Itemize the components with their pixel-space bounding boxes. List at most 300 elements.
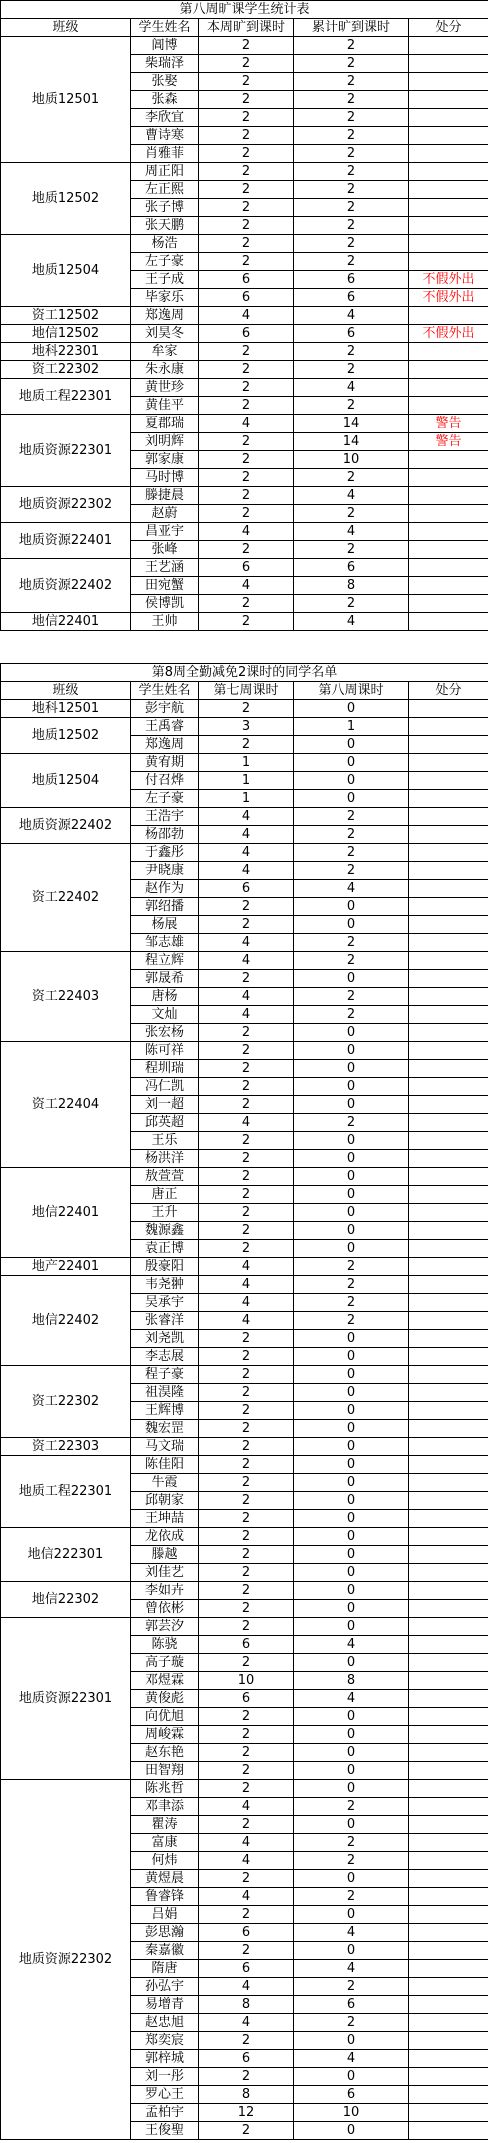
penalty-cell (409, 523, 488, 541)
class-cell: 地质12501 (1, 37, 131, 163)
student-name-cell: 郑逸周 (131, 736, 199, 754)
hours-cell: 4 (199, 1294, 294, 1312)
penalty-cell (409, 1132, 488, 1150)
student-name-cell: 侯博凯 (131, 595, 199, 613)
hours-cell: 2 (199, 736, 294, 754)
student-name-cell: 左正熙 (131, 181, 199, 199)
penalty-cell (409, 1240, 488, 1258)
penalty-cell (409, 1204, 488, 1222)
student-name-cell: 牟家 (131, 343, 199, 361)
student-name-cell: 田宛蟹 (131, 577, 199, 595)
hours-cell: 4 (294, 1690, 409, 1708)
hours-cell: 2 (199, 1510, 294, 1528)
student-name-cell: 高子璇 (131, 1654, 199, 1672)
penalty-cell (409, 541, 488, 559)
hours-cell: 2 (199, 1654, 294, 1672)
hours-cell: 8 (294, 577, 409, 595)
hours-cell: 2 (199, 1330, 294, 1348)
student-name-cell: 昌亚宇 (131, 523, 199, 541)
penalty-cell (409, 1294, 488, 1312)
hours-cell: 0 (294, 1708, 409, 1726)
hours-cell: 0 (294, 1582, 409, 1600)
hours-cell: 2 (199, 109, 294, 127)
table-row (1, 613, 488, 631)
hours-cell: 6 (199, 1690, 294, 1708)
penalty-cell (409, 1762, 488, 1780)
class-cell: 资工22302 (1, 361, 131, 379)
hours-cell: 8 (294, 1672, 409, 1690)
hours-cell: 0 (294, 1204, 409, 1222)
penalty-cell (409, 1798, 488, 1816)
hours-cell: 2 (294, 145, 409, 163)
hours-cell: 2 (294, 217, 409, 235)
student-name-cell: 邓聿添 (131, 1798, 199, 1816)
student-name-cell: 唐正 (131, 1186, 199, 1204)
hours-cell: 2 (199, 1492, 294, 1510)
hours-cell: 6 (294, 289, 409, 307)
hours-cell: 2 (199, 1762, 294, 1780)
penalty-cell (409, 1330, 488, 1348)
hours-cell: 2 (294, 1852, 409, 1870)
attendance-table (0, 663, 488, 2140)
hours-cell: 2 (199, 1096, 294, 1114)
student-name-cell: 刘佳艺 (131, 1564, 199, 1582)
class-cell: 地科12501 (1, 700, 131, 718)
hours-cell: 4 (199, 1852, 294, 1870)
hours-cell: 2 (199, 1420, 294, 1438)
student-name-cell: 张子博 (131, 199, 199, 217)
student-name-cell: 冯仁凯 (131, 1078, 199, 1096)
student-name-cell: 王乐 (131, 1132, 199, 1150)
hours-cell: 0 (294, 1438, 409, 1456)
hours-cell: 0 (294, 1222, 409, 1240)
class-cell: 地科22301 (1, 343, 131, 361)
penalty-cell (409, 1600, 488, 1618)
hours-cell: 0 (294, 1420, 409, 1438)
penalty-cell (409, 790, 488, 808)
penalty-cell (409, 109, 488, 127)
student-name-cell: 郭梓城 (131, 2050, 199, 2068)
hours-cell: 2 (294, 343, 409, 361)
class-cell: 地质资源22301 (1, 1618, 131, 1780)
student-name-cell: 吕娟 (131, 1906, 199, 1924)
hours-cell: 4 (199, 826, 294, 844)
hours-cell: 2 (294, 55, 409, 73)
student-name-cell: 滕越 (131, 1546, 199, 1564)
table-row (1, 361, 488, 379)
hours-cell: 2 (294, 595, 409, 613)
hours-cell: 2 (294, 1114, 409, 1132)
hours-cell: 0 (294, 1492, 409, 1510)
student-name-cell: 程圳瑞 (131, 1060, 199, 1078)
hours-cell: 2 (199, 397, 294, 415)
hours-cell: 2 (294, 505, 409, 523)
student-name-cell: 袁正博 (131, 1240, 199, 1258)
hours-cell: 2 (294, 952, 409, 970)
hours-cell: 0 (294, 1942, 409, 1960)
hours-cell: 4 (294, 523, 409, 541)
penalty-cell (409, 1096, 488, 1114)
penalty-cell: 警告 (409, 433, 488, 451)
penalty-cell (409, 1312, 488, 1330)
student-name-cell: 周峻霖 (131, 1726, 199, 1744)
hours-cell: 0 (294, 1402, 409, 1420)
table-row (1, 952, 488, 970)
hours-cell: 4 (199, 1114, 294, 1132)
class-cell: 地质12504 (1, 754, 131, 808)
table-row (1, 307, 488, 325)
penalty-cell (409, 1366, 488, 1384)
hours-cell: 2 (199, 1348, 294, 1366)
penalty-cell (409, 91, 488, 109)
hours-cell: 2 (199, 1816, 294, 1834)
hours-cell: 2 (199, 1204, 294, 1222)
hours-cell: 4 (199, 1978, 294, 1996)
penalty-cell (409, 217, 488, 235)
student-name-cell: 魏宏罡 (131, 1420, 199, 1438)
student-name-cell: 罗心王 (131, 2086, 199, 2104)
hours-cell: 2 (199, 235, 294, 253)
table-row (1, 343, 488, 361)
hours-cell: 2 (199, 1780, 294, 1798)
student-name-cell: 敖萱萱 (131, 1168, 199, 1186)
hours-cell: 4 (199, 1258, 294, 1276)
hours-cell: 0 (294, 1186, 409, 1204)
student-name-cell: 毕家乐 (131, 289, 199, 307)
penalty-cell (409, 199, 488, 217)
hours-cell: 2 (199, 1618, 294, 1636)
hours-cell: 2 (294, 541, 409, 559)
hours-cell: 4 (199, 808, 294, 826)
penalty-cell (409, 1276, 488, 1294)
student-name-cell: 郑奕宸 (131, 2032, 199, 2050)
hours-cell: 2 (294, 361, 409, 379)
hours-cell: 0 (294, 1168, 409, 1186)
penalty-cell (409, 577, 488, 595)
hours-cell: 0 (294, 1150, 409, 1168)
class-cell: 地信22401 (1, 613, 131, 631)
hours-cell: 2 (294, 1294, 409, 1312)
penalty-cell (409, 1672, 488, 1690)
hours-cell: 0 (294, 1600, 409, 1618)
penalty-cell: 不假外出 (409, 325, 488, 343)
penalty-cell (409, 469, 488, 487)
column-header: 班级 (1, 19, 131, 37)
penalty-cell (409, 1006, 488, 1024)
column-header: 累计旷到课时 (294, 19, 409, 37)
hours-cell: 0 (294, 2122, 409, 2140)
penalty-cell (409, 1546, 488, 1564)
penalty-cell: 警告 (409, 415, 488, 433)
penalty-cell (409, 613, 488, 631)
class-cell: 地质12502 (1, 163, 131, 235)
hours-cell: 4 (199, 934, 294, 952)
student-name-cell: 彭思瀚 (131, 1924, 199, 1942)
hours-cell: 2 (199, 343, 294, 361)
class-cell: 资工12502 (1, 307, 131, 325)
hours-cell: 14 (294, 415, 409, 433)
class-cell: 地质资源22302 (1, 487, 131, 523)
hours-cell: 2 (199, 145, 294, 163)
penalty-cell (409, 1978, 488, 1996)
hours-cell: 2 (199, 1546, 294, 1564)
hours-cell: 2 (294, 1888, 409, 1906)
penalty-cell (409, 1582, 488, 1600)
penalty-cell (409, 1708, 488, 1726)
hours-cell: 2 (199, 1528, 294, 1546)
table-row (1, 415, 488, 433)
penalty-cell (409, 379, 488, 397)
hours-cell: 2 (294, 1798, 409, 1816)
class-cell: 地信22401 (1, 1168, 131, 1258)
hours-cell: 4 (199, 1006, 294, 1024)
hours-cell: 4 (294, 613, 409, 631)
student-name-cell: 于鑫彤 (131, 844, 199, 862)
student-name-cell: 赵蔚 (131, 505, 199, 523)
hours-cell: 1 (199, 772, 294, 790)
hours-cell: 2 (199, 1222, 294, 1240)
penalty-cell (409, 808, 488, 826)
hours-cell: 2 (294, 988, 409, 1006)
hours-cell: 2 (199, 1150, 294, 1168)
penalty-cell (409, 1150, 488, 1168)
hours-cell: 0 (294, 1618, 409, 1636)
student-name-cell: 王辉博 (131, 1402, 199, 1420)
student-name-cell: 祖淏隆 (131, 1384, 199, 1402)
penalty-cell (409, 988, 488, 1006)
penalty-cell (409, 2104, 488, 2122)
hours-cell: 2 (294, 163, 409, 181)
penalty-cell (409, 844, 488, 862)
hours-cell: 6 (294, 1996, 409, 2014)
hours-cell: 0 (294, 1240, 409, 1258)
hours-cell: 0 (294, 1474, 409, 1492)
column-header: 处分 (409, 19, 488, 37)
student-name-cell: 隋唐 (131, 1960, 199, 1978)
student-name-cell: 李欣宜 (131, 109, 199, 127)
student-name-cell: 夏郡瑞 (131, 415, 199, 433)
table-row (1, 1366, 488, 1384)
hours-cell: 6 (294, 559, 409, 577)
hours-cell: 0 (294, 1348, 409, 1366)
hours-cell: 4 (199, 844, 294, 862)
student-name-cell: 文灿 (131, 1006, 199, 1024)
penalty-cell (409, 181, 488, 199)
hours-cell: 0 (294, 1384, 409, 1402)
hours-cell: 6 (199, 271, 294, 289)
table-row (1, 844, 488, 862)
student-name-cell: 龙依成 (131, 1528, 199, 1546)
penalty-cell (409, 1420, 488, 1438)
hours-cell: 2 (199, 127, 294, 145)
penalty-cell (409, 1492, 488, 1510)
student-name-cell: 孟柏宇 (131, 2104, 199, 2122)
student-name-cell: 刘昊冬 (131, 325, 199, 343)
student-name-cell: 王禹睿 (131, 718, 199, 736)
student-name-cell: 杨浩 (131, 235, 199, 253)
penalty-cell (409, 1564, 488, 1582)
student-name-cell: 张森 (131, 91, 199, 109)
table-row (1, 1276, 488, 1294)
table-row (1, 487, 488, 505)
hours-cell: 4 (199, 415, 294, 433)
hours-cell: 0 (294, 1078, 409, 1096)
class-cell: 资工22403 (1, 952, 131, 1042)
hours-cell: 2 (294, 91, 409, 109)
student-name-cell: 邱朝家 (131, 1492, 199, 1510)
student-name-cell: 陈佳阳 (131, 1456, 199, 1474)
table-row (1, 718, 488, 736)
hours-cell: 0 (294, 790, 409, 808)
penalty-cell (409, 1816, 488, 1834)
penalty-cell (409, 487, 488, 505)
table-row (1, 1456, 488, 1474)
penalty-cell (409, 505, 488, 523)
hours-cell: 0 (294, 1060, 409, 1078)
student-name-cell: 向优旭 (131, 1708, 199, 1726)
student-name-cell: 殷豪阳 (131, 1258, 199, 1276)
hours-cell: 4 (199, 1798, 294, 1816)
table-row (1, 808, 488, 826)
hours-cell: 0 (294, 2068, 409, 2086)
hours-cell: 0 (294, 1042, 409, 1060)
hours-cell: 0 (294, 898, 409, 916)
class-cell: 地质12502 (1, 718, 131, 754)
penalty-cell (409, 1186, 488, 1204)
hours-cell: 0 (294, 1510, 409, 1528)
hours-cell: 2 (294, 862, 409, 880)
table-row (1, 1780, 488, 1798)
student-name-cell: 彭宇航 (131, 700, 199, 718)
column-header: 学生姓名 (131, 682, 199, 700)
hours-cell: 6 (199, 1636, 294, 1654)
student-name-cell: 赵作为 (131, 880, 199, 898)
student-name-cell: 郭晟希 (131, 970, 199, 988)
student-name-cell: 曹诗寒 (131, 127, 199, 145)
hours-cell: 2 (199, 469, 294, 487)
penalty-cell (409, 145, 488, 163)
penalty-cell (409, 898, 488, 916)
penalty-cell (409, 1618, 488, 1636)
hours-cell: 0 (294, 1780, 409, 1798)
hours-cell: 6 (199, 880, 294, 898)
penalty-cell (409, 1888, 488, 1906)
student-name-cell: 黄煜晨 (131, 1870, 199, 1888)
penalty-cell (409, 1114, 488, 1132)
table-row (1, 559, 488, 577)
table-row (1, 754, 488, 772)
student-name-cell: 刘一超 (131, 1096, 199, 1114)
hours-cell: 8 (199, 1996, 294, 2014)
penalty-cell (409, 55, 488, 73)
hours-cell: 4 (294, 1960, 409, 1978)
hours-cell: 6 (199, 1924, 294, 1942)
student-name-cell: 付召烨 (131, 772, 199, 790)
class-cell: 资工22302 (1, 1366, 131, 1438)
hours-cell: 2 (199, 1132, 294, 1150)
student-name-cell: 程子豪 (131, 1366, 199, 1384)
penalty-cell (409, 127, 488, 145)
hours-cell: 2 (199, 505, 294, 523)
hours-cell: 0 (294, 970, 409, 988)
hours-cell: 2 (199, 253, 294, 271)
hours-cell: 2 (294, 235, 409, 253)
hours-cell: 0 (294, 1456, 409, 1474)
hours-cell: 6 (199, 289, 294, 307)
hours-cell: 2 (294, 109, 409, 127)
hours-cell: 2 (199, 1384, 294, 1402)
student-name-cell: 黄宥期 (131, 754, 199, 772)
hours-cell: 0 (294, 1024, 409, 1042)
hours-cell: 4 (199, 1312, 294, 1330)
student-name-cell: 曾依彬 (131, 1600, 199, 1618)
student-name-cell: 张宏杨 (131, 1024, 199, 1042)
penalty-cell (409, 1402, 488, 1420)
hours-cell: 4 (199, 523, 294, 541)
student-name-cell: 富康 (131, 1834, 199, 1852)
column-header: 本周旷到课时 (199, 19, 294, 37)
penalty-cell (409, 1690, 488, 1708)
hours-cell: 0 (294, 1870, 409, 1888)
hours-cell: 2 (294, 844, 409, 862)
student-name-cell: 王坤喆 (131, 1510, 199, 1528)
hours-cell: 0 (294, 736, 409, 754)
penalty-cell (409, 916, 488, 934)
hours-cell: 2 (199, 1474, 294, 1492)
student-name-cell: 黄佳平 (131, 397, 199, 415)
student-name-cell: 陈兆哲 (131, 1780, 199, 1798)
table-row (1, 1258, 488, 1276)
hours-cell: 2 (294, 1978, 409, 1996)
hours-cell: 2 (199, 970, 294, 988)
hours-cell: 0 (294, 1096, 409, 1114)
hours-cell: 0 (294, 772, 409, 790)
hours-cell: 2 (294, 808, 409, 826)
student-name-cell: 邹志雄 (131, 934, 199, 952)
student-name-cell: 黄世珍 (131, 379, 199, 397)
student-name-cell: 朱永康 (131, 361, 199, 379)
penalty-cell (409, 1744, 488, 1762)
hours-cell: 6 (199, 559, 294, 577)
hours-cell: 6 (199, 2050, 294, 2068)
student-name-cell: 郑逸周 (131, 307, 199, 325)
student-name-cell: 孙弘宇 (131, 1978, 199, 1996)
hours-cell: 6 (294, 271, 409, 289)
penalty-cell (409, 1258, 488, 1276)
penalty-cell (409, 1726, 488, 1744)
hours-cell: 2 (199, 37, 294, 55)
table-row (1, 1528, 488, 1546)
hours-cell: 2 (199, 73, 294, 91)
hours-cell: 6 (294, 2086, 409, 2104)
hours-cell: 2 (199, 898, 294, 916)
hours-cell: 2 (199, 1042, 294, 1060)
student-name-cell: 王帅 (131, 613, 199, 631)
hours-cell: 2 (199, 2032, 294, 2050)
penalty-cell (409, 1528, 488, 1546)
hours-cell: 2 (294, 1006, 409, 1024)
penalty-cell (409, 253, 488, 271)
penalty-cell (409, 2014, 488, 2032)
penalty-cell (409, 952, 488, 970)
student-name-cell: 柴瑞泽 (131, 55, 199, 73)
student-name-cell: 张睿洋 (131, 1312, 199, 1330)
student-name-cell: 杨邵勃 (131, 826, 199, 844)
student-name-cell: 张娶 (131, 73, 199, 91)
hours-cell: 2 (199, 1708, 294, 1726)
penalty-cell (409, 1924, 488, 1942)
penalty-cell (409, 1078, 488, 1096)
